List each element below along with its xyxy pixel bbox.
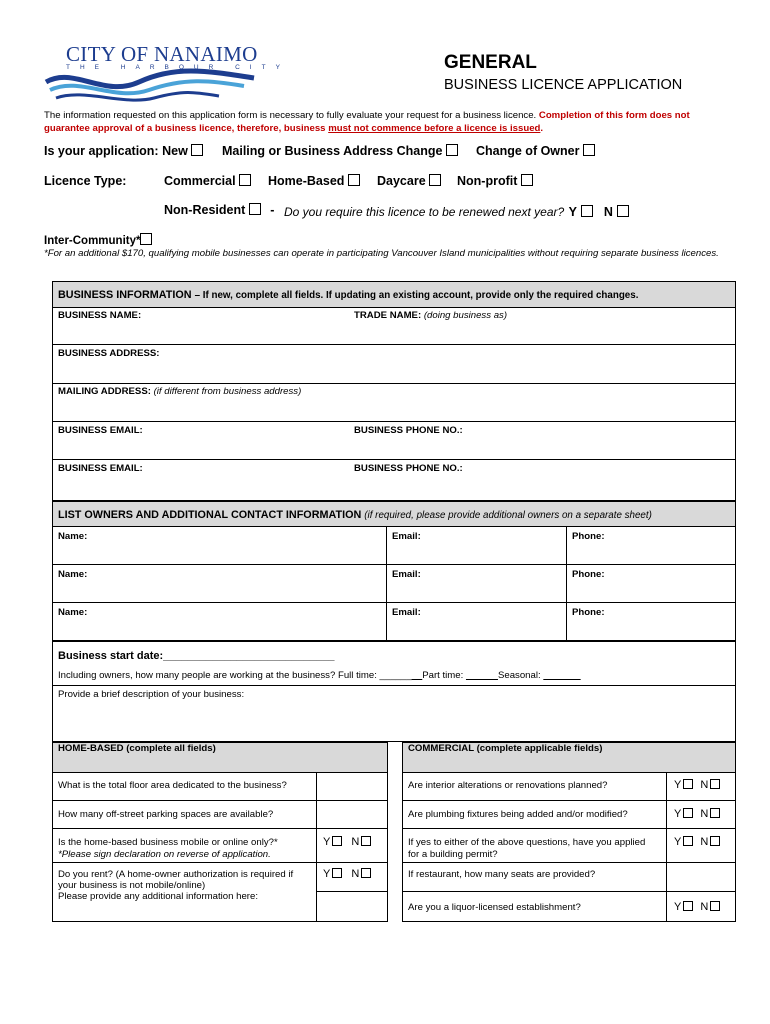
commercial-header: COMMERCIAL (complete applicable fields) [408, 743, 603, 754]
non-profit-checkbox[interactable] [521, 174, 533, 186]
business-info-header [58, 289, 638, 301]
change-owner-option [476, 144, 595, 158]
home-rent-no-checkbox[interactable] [361, 868, 371, 878]
divider [666, 772, 667, 922]
renovation-yes-checkbox[interactable] [683, 779, 693, 789]
divider [52, 526, 736, 527]
yes-label: Y [323, 868, 331, 880]
divider [52, 307, 736, 308]
divider [402, 828, 736, 829]
divider [402, 891, 736, 892]
new-checkbox[interactable] [191, 144, 203, 156]
staff-full-time[interactable]: Including owners, how many people are working at the business? Full time: ______ [58, 670, 412, 681]
business-info-instructions: – If new, complete all fields. If updating an existing account, provide only the required changes. [194, 290, 639, 301]
owner-name-label-3: Name: [58, 607, 88, 618]
no-label: N [351, 868, 360, 880]
intro-warning-underlined: must not commence before a licence is issued [328, 122, 541, 134]
no-label: N [700, 901, 709, 913]
yes-label: Y [674, 779, 682, 791]
business-name-field[interactable] [52, 322, 736, 342]
commercial-option [164, 174, 251, 188]
no-label: N [700, 808, 709, 820]
daycare-option [377, 174, 441, 188]
divider [52, 685, 736, 686]
plumbing-yes-checkbox[interactable] [683, 808, 693, 818]
parking-field[interactable] [317, 801, 387, 827]
mailing-address-label [58, 386, 301, 397]
divider [402, 772, 736, 773]
commercial-plumbing-yn [674, 808, 720, 820]
licence-type-label: Licence Type: [44, 174, 127, 188]
intro-warning: Completion of this form does not guarantee approval of a business licence, therefore, business [44, 110, 690, 134]
business-info-title: BUSINESS INFORMATION [58, 289, 192, 301]
renewal-no-checkbox[interactable] [617, 205, 629, 217]
commercial-renovation-yn [674, 779, 720, 791]
description-field[interactable] [52, 702, 736, 740]
home-based-checkbox[interactable] [348, 174, 360, 186]
city-logo [44, 42, 290, 104]
business-email-label-1: BUSINESS EMAIL: [58, 425, 143, 436]
mailing-address-hint: (if different from business address) [153, 386, 302, 397]
yes-label: Y [674, 808, 682, 820]
renewal-row [284, 203, 629, 221]
staff-count-row [58, 670, 581, 681]
address-change-checkbox[interactable] [446, 144, 458, 156]
part-time-blank[interactable] [466, 670, 498, 681]
application-type-row [44, 144, 203, 158]
home-additional-info-label: Please provide any additional information here: [58, 891, 258, 902]
renewal-yes-checkbox[interactable] [581, 205, 593, 217]
commercial-permit-question-cont: for a building permit? [408, 849, 498, 860]
divider [52, 564, 736, 565]
renewal-question: Do you require this licence to be renewed next year? [284, 205, 565, 219]
divider [52, 383, 736, 384]
home-rent-yes-checkbox[interactable] [332, 868, 342, 878]
business-email-phone-field-1[interactable] [52, 437, 736, 459]
full-time-blank[interactable] [412, 670, 423, 681]
divider [52, 421, 736, 422]
divider [52, 828, 388, 829]
address-change-option [222, 144, 458, 158]
divider [52, 459, 736, 460]
application-question: Is your application: [44, 144, 159, 158]
liquor-yes-checkbox[interactable] [683, 901, 693, 911]
renewal-yes-label: Y [568, 205, 577, 219]
commercial-liquor-question: Are you a liquor-licensed establishment? [408, 902, 581, 913]
wave-icon [44, 68, 259, 104]
owners-title: LIST OWNERS AND ADDITIONAL CONTACT INFORMATION [58, 509, 362, 521]
intro-paragraph [44, 110, 734, 135]
owner-phone-label-3: Phone: [572, 607, 605, 618]
home-mobile-note: *Please sign declaration on reverse of application. [58, 849, 271, 860]
yes-label: Y [674, 901, 682, 913]
home-mobile-question: Is the home-based business mobile or online only?* [58, 837, 278, 848]
no-label: N [700, 779, 709, 791]
divider [402, 800, 736, 801]
divider [566, 526, 567, 641]
non-resident-label: Non-Resident [164, 203, 246, 217]
mailing-address-text: MAILING ADDRESS: [58, 386, 151, 397]
intro-warning-end: . [540, 122, 544, 134]
home-rent-question-cont: your business is not mobile/online) [58, 880, 206, 891]
owner-name-label-1: Name: [58, 531, 88, 542]
divider [386, 526, 387, 641]
yes-label: Y [323, 836, 331, 848]
commercial-permit-yn [674, 836, 720, 848]
liquor-no-checkbox[interactable] [710, 901, 720, 911]
home-floor-area-question: What is the total floor area dedicated to the business? [58, 780, 287, 791]
home-based-label: Home-Based [268, 174, 345, 188]
owner-phone-label-1: Phone: [572, 531, 605, 542]
owners-header [58, 509, 652, 521]
non-resident-option [164, 203, 274, 217]
business-phone-label-2: BUSINESS PHONE NO.: [354, 463, 463, 474]
renewal-no-label: N [603, 205, 613, 219]
divider [52, 344, 736, 345]
staff-part-time-label: Part time: [422, 670, 466, 681]
daycare-checkbox[interactable] [429, 174, 441, 186]
commercial-plumbing-question: Are plumbing fixtures being added and/or modified? [408, 809, 628, 820]
trade-name-hint: (doing business as) [423, 310, 508, 321]
permit-no-checkbox[interactable] [710, 836, 720, 846]
floor-area-field[interactable] [317, 773, 387, 799]
commercial-label: Commercial [164, 174, 236, 188]
logo-tagline: THE HARBOUR CITY [66, 64, 290, 71]
home-mobile-no-checkbox[interactable] [361, 836, 371, 846]
trade-name-label [354, 310, 507, 321]
owners-hint: (if required, please provide additional owners on a separate sheet) [364, 510, 652, 521]
permit-yes-checkbox[interactable] [683, 836, 693, 846]
business-address-field[interactable] [52, 360, 736, 382]
owner-phone-label-2: Phone: [572, 569, 605, 580]
mailing-address-field[interactable] [52, 398, 736, 420]
trade-name-text: TRADE NAME: [354, 310, 422, 321]
plumbing-no-checkbox[interactable] [710, 808, 720, 818]
business-email-phone-field-2[interactable] [52, 475, 736, 499]
commercial-checkbox[interactable] [239, 174, 251, 186]
commercial-seats-question: If restaurant, how many seats are provided? [408, 869, 596, 880]
commercial-renovation-question: Are interior alterations or renovations planned? [408, 780, 608, 791]
change-owner-checkbox[interactable] [583, 144, 595, 156]
home-parking-question: How many off-street parking spaces are available? [58, 809, 274, 820]
renovation-no-checkbox[interactable] [710, 779, 720, 789]
intro-text: The information requested on this application form is necessary to fully evaluate your request for a business licence. [44, 110, 537, 121]
logo-name: CITY OF NANAIMO [66, 42, 258, 66]
divider [52, 602, 736, 603]
option-change-owner-label: Change of Owner [476, 144, 580, 158]
business-address-label: BUSINESS ADDRESS: [58, 348, 160, 359]
business-phone-label-1: BUSINESS PHONE NO.: [354, 425, 463, 436]
description-label: Provide a brief description of your business: [58, 689, 245, 700]
seasonal-blank[interactable] [543, 670, 580, 681]
commercial-permit-question: If yes to either of the above questions, have you applied [408, 837, 646, 848]
option-address-change-label: Mailing or Business Address Change [222, 144, 443, 158]
commercial-liquor-yn [674, 901, 720, 913]
no-label: N [351, 836, 360, 848]
inter-community-label: Inter-Community* [44, 235, 141, 247]
business-name-label: BUSINESS NAME: [58, 310, 142, 321]
inter-community-option [44, 233, 152, 247]
home-rent-yn [323, 868, 371, 880]
form-title: GENERAL [444, 52, 537, 73]
staff-seasonal-label: Seasonal: [497, 670, 544, 681]
owner-email-label-3: Email: [392, 607, 421, 618]
yes-label: Y [674, 836, 682, 848]
dash-separator: - [270, 203, 275, 217]
inter-community-checkbox[interactable] [140, 233, 152, 245]
home-based-option [268, 174, 360, 188]
option-new-label: New [162, 144, 188, 158]
business-start-date[interactable]: Business start date:____________________________ [58, 650, 335, 662]
owner-name-label-2: Name: [58, 569, 88, 580]
no-label: N [700, 836, 709, 848]
divider [316, 891, 388, 892]
home-based-header: HOME-BASED (complete all fields) [58, 743, 216, 754]
home-mobile-yes-checkbox[interactable] [332, 836, 342, 846]
commercial-table [402, 742, 736, 922]
owner-email-label-1: Email: [392, 531, 421, 542]
home-rent-question: Do you rent? (A home-owner authorization is required if [58, 869, 294, 880]
seats-field[interactable] [667, 863, 735, 891]
inter-community-note: *For an additional $170, qualifying mobile businesses can operate in participating Vancouver Island municipalities without requiring separate business licences. [44, 248, 719, 259]
business-email-label-2: BUSINESS EMAIL: [58, 463, 143, 474]
form-subtitle: BUSINESS LICENCE APPLICATION [444, 77, 683, 93]
owner-email-label-2: Email: [392, 569, 421, 580]
non-resident-checkbox[interactable] [249, 203, 261, 215]
home-mobile-yn [323, 836, 371, 848]
non-profit-option [457, 174, 533, 188]
divider [52, 862, 388, 863]
daycare-label: Daycare [377, 174, 426, 188]
non-profit-label: Non-profit [457, 174, 518, 188]
